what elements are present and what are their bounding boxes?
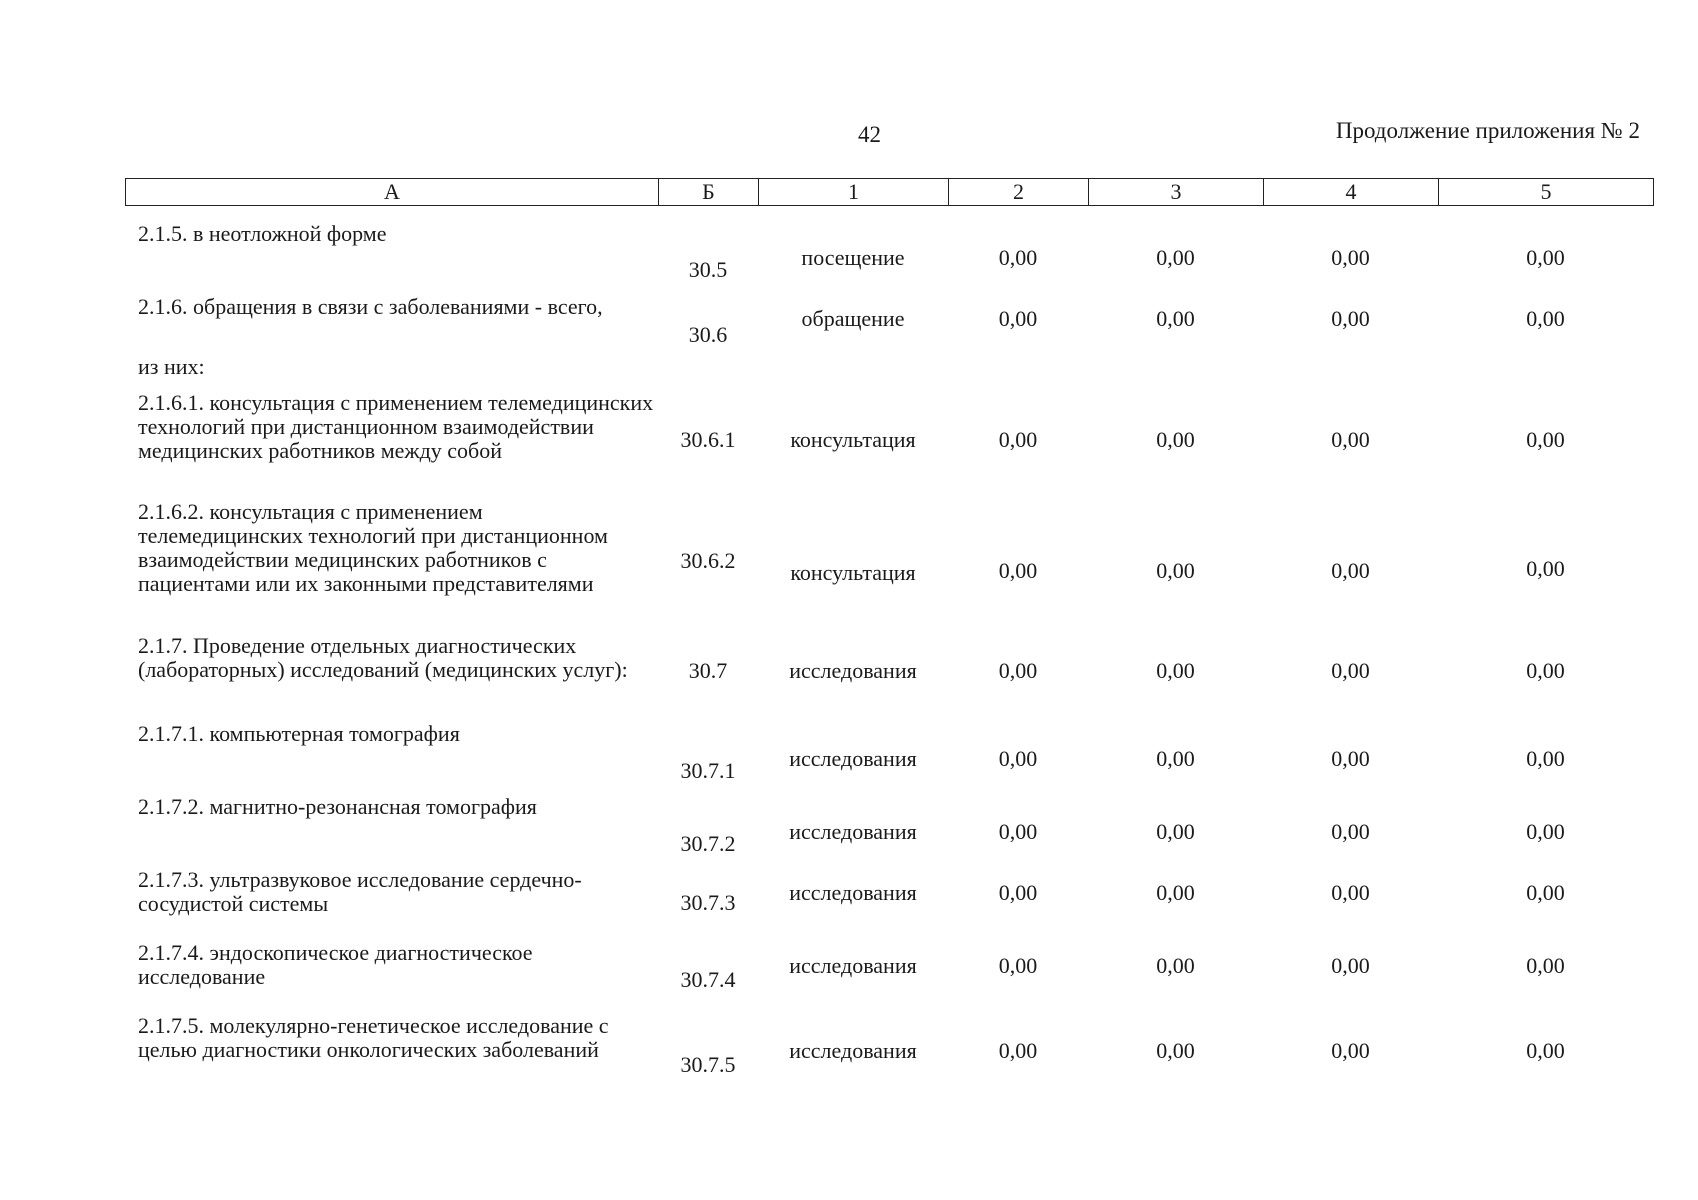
header-row — [126, 179, 1654, 206]
row-code: 30.6 — [688, 322, 728, 347]
row-name: 2.1.7. Проведение отдельных диагностических (лабораторных) исследований (медицинских услуг): — [138, 633, 628, 682]
row-value-2: 0,00 — [998, 427, 1038, 452]
column-header-4: 4 — [1264, 179, 1439, 206]
table-row — [0, 355, 1698, 381]
row-name: 2.1.7.3. ультразвуковое исследование сердечно-сосудистой системы — [138, 867, 582, 916]
row-code: 30.7.4 — [680, 967, 736, 992]
row-unit: исследования — [789, 953, 917, 978]
row-value-2: 0,00 — [998, 880, 1038, 905]
row-value-3: 0,00 — [1156, 245, 1195, 270]
row-value-4: 0,00 — [1331, 880, 1370, 905]
row-unit: консультация — [790, 427, 916, 452]
column-header-5: 5 — [1439, 179, 1654, 206]
row-name: 2.1.6.2. консультация с применением телемедицинских технологий при дистанционном взаимодействии медицинских работников с пациентами или их законными представителями — [138, 499, 608, 596]
row-value-4: 0,00 — [1331, 658, 1370, 683]
row-unit: обращение — [801, 306, 905, 331]
row-value-4: 0,00 — [1331, 819, 1370, 844]
table-row — [0, 941, 1698, 991]
row-code: 30.6.2 — [680, 548, 736, 573]
row-value-5: 0,00 — [1526, 658, 1565, 683]
row-value-3: 0,00 — [1156, 658, 1195, 683]
row-value-2: 0,00 — [998, 658, 1038, 683]
row-value-5: 0,00 — [1526, 1038, 1565, 1063]
table-row — [0, 794, 1698, 856]
row-value-3: 0,00 — [1156, 746, 1195, 771]
row-name: из них: — [138, 354, 205, 379]
row-value-4: 0,00 — [1331, 746, 1370, 771]
column-header-b: Б — [659, 179, 759, 206]
row-value-4: 0,00 — [1331, 306, 1370, 331]
table-row — [0, 868, 1698, 918]
row-code: 30.6.1 — [680, 427, 736, 452]
row-name: 2.1.7.2. магнитно-резонансная томография — [138, 794, 537, 819]
row-unit: исследования — [789, 658, 917, 683]
row-value-2: 0,00 — [998, 953, 1038, 978]
row-unit: посещение — [801, 245, 905, 270]
column-header-1: 1 — [759, 179, 949, 206]
row-value-4: 0,00 — [1331, 953, 1370, 978]
appendix-note: Продолжение приложения № 2 — [1335, 118, 1640, 143]
row-unit: исследования — [789, 1038, 917, 1063]
row-value-3: 0,00 — [1156, 558, 1195, 583]
row-name: 2.1.7.1. компьютерная томография — [138, 721, 460, 746]
column-header-3: 3 — [1089, 179, 1264, 206]
row-value-3: 0,00 — [1156, 880, 1195, 905]
row-value-5: 0,00 — [1526, 556, 1565, 581]
row-value-5: 0,00 — [1526, 427, 1565, 452]
row-value-2: 0,00 — [998, 558, 1038, 583]
column-header-a: А — [126, 179, 659, 206]
row-unit: исследования — [789, 746, 917, 771]
row-value-5: 0,00 — [1526, 819, 1565, 844]
row-code: 30.7 — [688, 658, 728, 683]
page-number: 42 — [858, 122, 881, 147]
row-value-2: 0,00 — [998, 819, 1038, 844]
row-unit: исследования — [789, 819, 917, 844]
row-code: 30.7.1 — [680, 758, 736, 783]
row-value-4: 0,00 — [1331, 427, 1370, 452]
row-value-2: 0,00 — [998, 1038, 1038, 1063]
row-name: 2.1.5. в неотложной форме — [138, 221, 387, 246]
row-value-5: 0,00 — [1526, 306, 1565, 331]
row-unit: консультация — [790, 560, 916, 585]
row-code: 30.7.2 — [680, 831, 736, 856]
row-code: 30.5 — [688, 257, 728, 282]
table-row — [0, 294, 1698, 347]
row-value-5: 0,00 — [1526, 880, 1565, 905]
row-value-4: 0,00 — [1331, 558, 1370, 583]
row-value-3: 0,00 — [1156, 306, 1195, 331]
row-value-3: 0,00 — [1156, 1038, 1195, 1063]
row-value-2: 0,00 — [998, 306, 1038, 331]
table-row — [0, 721, 1698, 783]
row-code: 30.7.5 — [680, 1052, 736, 1077]
table-row — [0, 391, 1698, 489]
row-value-2: 0,00 — [998, 746, 1038, 771]
table-row — [0, 221, 1698, 282]
row-value-2: 0,00 — [998, 245, 1038, 270]
row-name: 2.1.6.1. консультация с применением телемедицинских технологий при дистанционном взаимодействии медицинских работников между собой — [138, 390, 654, 463]
column-header-table — [125, 178, 1654, 206]
table-row — [0, 500, 1698, 622]
row-value-3: 0,00 — [1156, 819, 1195, 844]
table-row — [0, 1014, 1698, 1088]
row-name: 2.1.7.4. эндоскопическое диагностическое исследование — [138, 940, 533, 989]
row-code: 30.7.3 — [680, 890, 736, 915]
column-header-2: 2 — [949, 179, 1089, 206]
row-value-5: 0,00 — [1526, 953, 1565, 978]
row-value-5: 0,00 — [1526, 245, 1565, 270]
row-value-4: 0,00 — [1331, 245, 1370, 270]
row-name: 2.1.6. обращения в связи с заболеваниями - всего, — [138, 294, 603, 319]
row-value-3: 0,00 — [1156, 427, 1195, 452]
row-value-4: 0,00 — [1331, 1038, 1370, 1063]
row-unit: исследования — [789, 880, 917, 905]
table-row — [0, 634, 1698, 708]
row-value-5: 0,00 — [1526, 746, 1565, 771]
row-value-3: 0,00 — [1156, 953, 1195, 978]
row-name: 2.1.7.5. молекулярно-генетическое исследование с целью диагностики онкологических заболеваний — [138, 1013, 609, 1062]
